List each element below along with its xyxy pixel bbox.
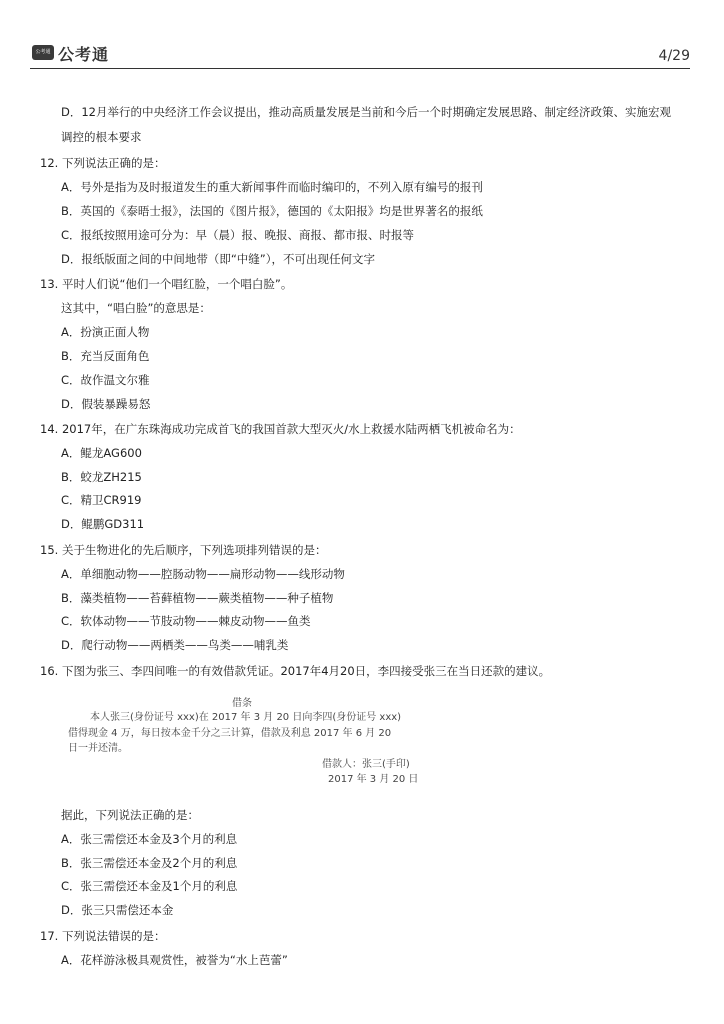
page-header xyxy=(30,40,690,69)
q15-stem: 15. 关于生物进化的先后顺序，下列选项排列错误的是： xyxy=(40,543,327,557)
q16-option-b: B．张三需偿还本金及2个月的利息 xyxy=(61,856,238,870)
q13-option-d: D．假装暴躁易怒 xyxy=(61,397,151,411)
q17-option-a: A．花样游泳极具观赏性，被誉为“水上芭蕾” xyxy=(61,953,288,967)
q16-option-c: C．张三需偿还本金及1个月的利息 xyxy=(61,879,238,893)
q17-stem: 17. 下列说法错误的是： xyxy=(40,929,166,943)
note-signature: 借款人：张三(手印) xyxy=(322,759,410,770)
q13-stem-2: 这其中，“唱白脸”的意思是： xyxy=(61,301,211,315)
q16-option-a: A．张三需偿还本金及3个月的利息 xyxy=(61,832,238,846)
q12-option-c: C．报纸按照用途可分为：早（晨）报、晚报、商报、都市报、时报等 xyxy=(61,228,415,242)
note-line-2: 借得现金 4 万，每日按本金千分之三计算，借款及利息 2017 年 6 月 20 xyxy=(68,728,392,739)
q15-option-d: D．爬行动物——两栖类——鸟类——哺乳类 xyxy=(61,638,289,652)
q12-option-a: A．号外是指为及时报道发生的重大新闻事件而临时编印的，不列入原有编号的报刊 xyxy=(61,180,483,194)
q16-stem-2: 据此，下列说法正确的是： xyxy=(61,808,199,822)
q14-option-c: C．精卫CR919 xyxy=(61,493,142,507)
logo-icon: 公考通 xyxy=(32,45,54,60)
q12-option-b: B．英国的《泰晤士报》，法国的《图片报》，德国的《太阳报》均是世界著名的报纸 xyxy=(61,204,483,218)
q15-option-b: B．藻类植物——苔藓植物——蕨类植物——种子植物 xyxy=(61,591,334,605)
q14-option-b: B．蛟龙ZH215 xyxy=(61,470,142,484)
q16-stem: 16. 下图为张三、李四间唯一的有效借款凭证。2017年4月20日，李四接受张三在当日还款的建议。 xyxy=(40,664,551,678)
q12-option-d: D．报纸版面之间的中间地带（即“中缝”），不可出现任何文字 xyxy=(61,252,376,266)
q14-stem: 14. 2017年，在广东珠海成功完成首飞的我国首款大型灭火/水上救援水陆两栖飞机被命名为： xyxy=(40,422,521,436)
q15-option-c: C．软体动物——节肢动物——棘皮动物——鱼类 xyxy=(61,614,311,628)
q13-stem: 13. 平时人们说“他们一个唱红脸，一个唱白脸”。 xyxy=(40,277,293,291)
logo-text: 公考通 xyxy=(58,45,110,64)
q15-option-a: A．单细胞动物——腔肠动物——扁形动物——线形动物 xyxy=(61,567,345,581)
q13-option-c: C．故作温文尔雅 xyxy=(61,373,150,387)
q12-stem: 12. 下列说法正确的是： xyxy=(40,156,166,170)
q14-option-a: A．鲲龙AG600 xyxy=(61,446,142,460)
page-number: 4/29 xyxy=(658,48,690,64)
q13-option-b: B．充当反面角色 xyxy=(61,349,150,363)
note-line-3: 日一并还清。 xyxy=(68,743,128,754)
q14-option-d: D．鲲鹏GD311 xyxy=(61,517,145,531)
note-title: 借条 xyxy=(232,698,252,709)
q13-option-a: A．扮演正面人物 xyxy=(61,325,150,339)
note-date: 2017 年 3 月 20 日 xyxy=(328,774,419,785)
q16-option-d: D．张三只需偿还本金 xyxy=(61,903,174,917)
note-line-1: 本人张三(身份证号 xxx)在 2017 年 3 月 20 日向李四(身份证号 xxx) xyxy=(90,712,402,723)
q11-option-d: D．12月举行的中央经济工作会议提出，推动高质量发展是当前和今后一个时期确定发展思路、制定经济政策、实施宏观 xyxy=(61,105,671,119)
q11-option-d-cont: 调控的根本要求 xyxy=(61,130,142,144)
